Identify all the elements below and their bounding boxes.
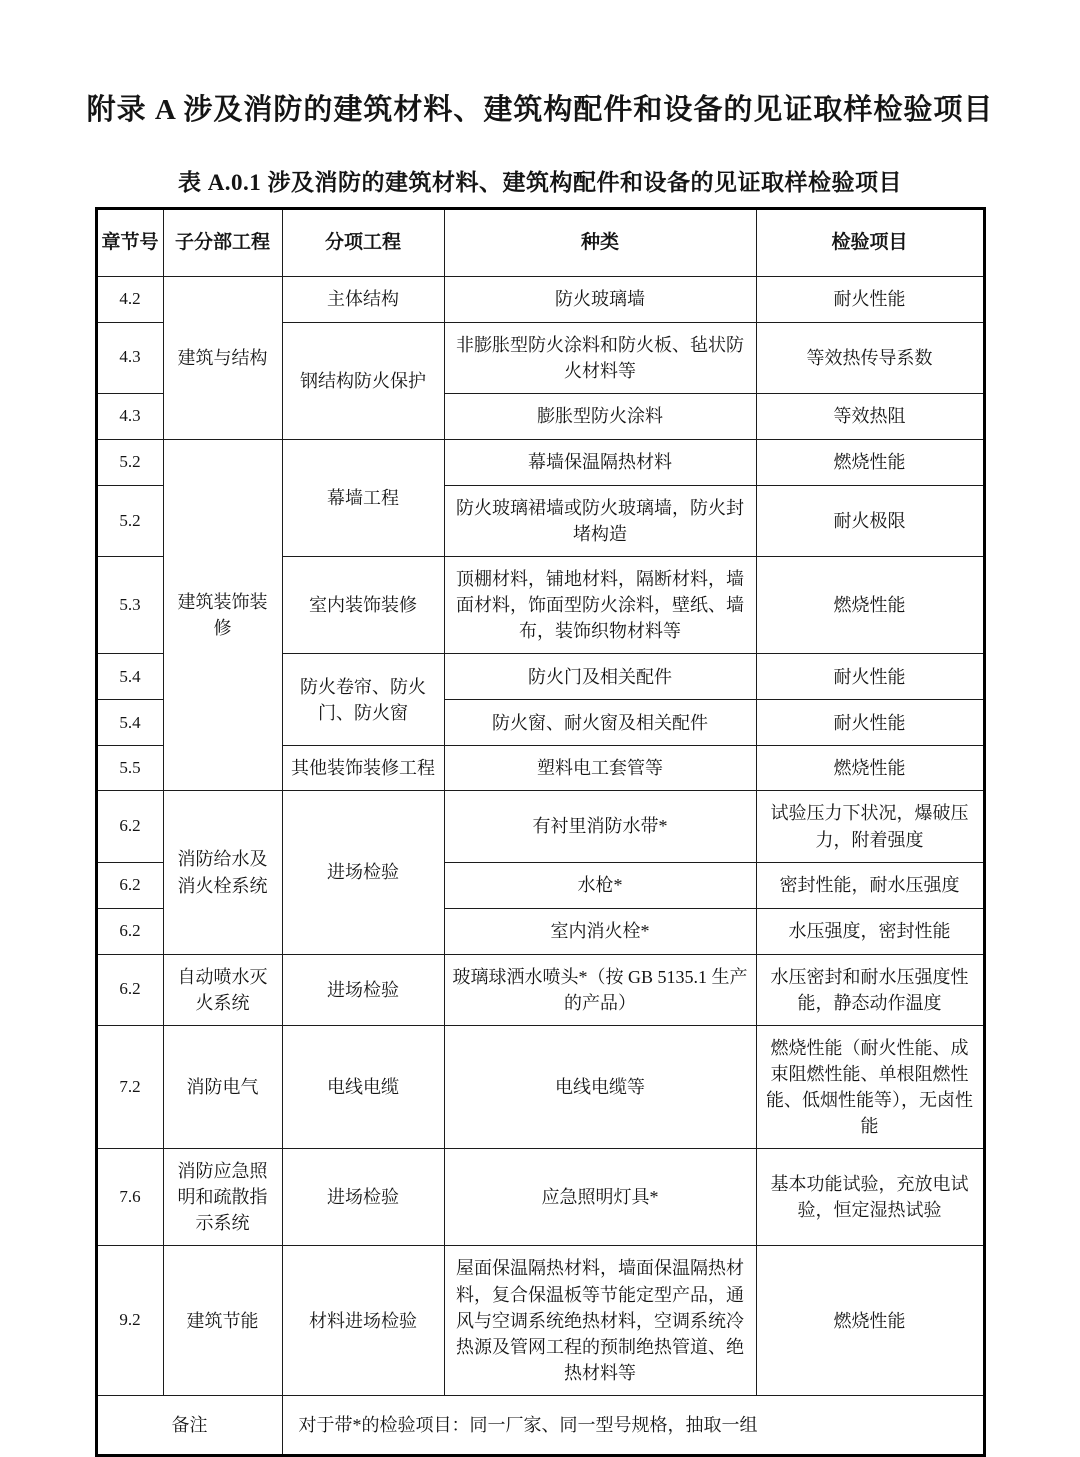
- inspection-cell: 燃烧性能: [756, 1246, 984, 1395]
- subdivision-cell: 消防给水及消火栓系统: [163, 791, 282, 954]
- header-subdivision: 子分部工程: [163, 208, 282, 276]
- category-cell: 顶棚材料，铺地材料，隔断材料，墙面材料，饰面型防火涂料，壁纸、墙布，装饰织物材料等: [444, 557, 756, 654]
- inspection-cell: 水压强度，密封性能: [756, 908, 984, 954]
- inspection-cell: 燃烧性能（耐火性能、成束阻燃性能、单根阻燃性能、低烟性能等），无卤性能: [756, 1025, 984, 1148]
- chapter-cell: 4.3: [96, 322, 163, 393]
- chapter-cell: 7.2: [96, 1025, 163, 1148]
- subproject-cell: 主体结构: [282, 276, 444, 322]
- subproject-cell: 材料进场检验: [282, 1246, 444, 1395]
- table-row: [96, 1246, 984, 1395]
- category-cell: 防火窗、耐火窗及相关配件: [444, 700, 756, 746]
- inspection-cell: 试验压力下状况，爆破压力，附着强度: [756, 791, 984, 862]
- chapter-cell: 4.3: [96, 393, 163, 439]
- category-cell: 非膨胀型防火涂料和防火板、毡状防火材料等: [444, 322, 756, 393]
- subproject-cell: 进场检验: [282, 791, 444, 954]
- category-cell: 应急照明灯具*: [444, 1149, 756, 1246]
- category-cell: 水枪*: [444, 862, 756, 908]
- inspection-items-table: [95, 207, 986, 1457]
- chapter-cell: 6.2: [96, 908, 163, 954]
- category-cell: 幕墙保温隔热材料: [444, 439, 756, 485]
- subproject-cell: 防火卷帘、防火门、防火窗: [282, 654, 444, 746]
- chapter-cell: 6.2: [96, 954, 163, 1025]
- table-caption: 表 A.0.1 涉及消防的建筑材料、建筑构配件和设备的见证取样检验项目: [177, 169, 903, 195]
- table-row: [96, 791, 984, 862]
- category-cell: 室内消火栓*: [444, 908, 756, 954]
- subproject-cell: 电线电缆: [282, 1025, 444, 1148]
- category-cell: 防火玻璃裙墙或防火玻璃墙，防火封堵构造: [444, 485, 756, 556]
- chapter-cell: 4.2: [96, 276, 163, 322]
- inspection-cell: 燃烧性能: [756, 557, 984, 654]
- inspection-cell: 耐火极限: [756, 485, 984, 556]
- note-text-cell: 对于带*的检验项目：同一厂家、同一型号规格，抽取一组: [282, 1395, 984, 1455]
- inspection-cell: 耐火性能: [756, 700, 984, 746]
- category-cell: 防火门及相关配件: [444, 654, 756, 700]
- header-chapter: 章节号: [96, 208, 163, 276]
- inspection-cell: 燃烧性能: [756, 439, 984, 485]
- chapter-cell: 5.4: [96, 654, 163, 700]
- category-cell: 有衬里消防水带*: [444, 791, 756, 862]
- inspection-cell: 等效热传导系数: [756, 322, 984, 393]
- chapter-cell: 9.2: [96, 1246, 163, 1395]
- inspection-cell: 等效热阻: [756, 393, 984, 439]
- table-row: [96, 1025, 984, 1148]
- inspection-cell: 水压密封和耐水压强度性能，静态动作温度: [756, 954, 984, 1025]
- inspection-cell: 燃烧性能: [756, 746, 984, 791]
- inspection-cell: 基本功能试验，充放电试验，恒定湿热试验: [756, 1149, 984, 1246]
- subproject-cell: 进场检验: [282, 954, 444, 1025]
- chapter-cell: 6.2: [96, 862, 163, 908]
- category-cell: 防火玻璃墙: [444, 276, 756, 322]
- table-note-row: [96, 1395, 984, 1455]
- subproject-cell: 室内装饰装修: [282, 557, 444, 654]
- subproject-cell: 进场检验: [282, 1149, 444, 1246]
- page-title: 附录 A 涉及消防的建筑材料、建筑构配件和设备的见证取样检验项目: [86, 94, 994, 126]
- subdivision-cell: 建筑装饰装修: [163, 439, 282, 791]
- subproject-cell: 其他装饰装修工程: [282, 746, 444, 791]
- category-cell: 电线电缆等: [444, 1025, 756, 1148]
- inspection-cell: 耐火性能: [756, 276, 984, 322]
- table-row: [96, 1149, 984, 1246]
- table-row: [96, 954, 984, 1025]
- category-cell: 玻璃球洒水喷头*（按 GB 5135.1 生产的产品）: [444, 954, 756, 1025]
- chapter-cell: 5.5: [96, 746, 163, 791]
- header-subproject: 分项工程: [282, 208, 444, 276]
- subdivision-cell: 自动喷水灭火系统: [163, 954, 282, 1025]
- chapter-cell: 7.6: [96, 1149, 163, 1246]
- chapter-cell: 5.4: [96, 700, 163, 746]
- table-header-row: [96, 208, 984, 276]
- table-row: [96, 439, 984, 485]
- chapter-cell: 5.2: [96, 439, 163, 485]
- subproject-cell: 幕墙工程: [282, 439, 444, 556]
- chapter-cell: 5.2: [96, 485, 163, 556]
- note-label-cell: 备注: [96, 1395, 282, 1455]
- category-cell: 塑料电工套管等: [444, 746, 756, 791]
- inspection-cell: 密封性能，耐水压强度: [756, 862, 984, 908]
- category-cell: 屋面保温隔热材料，墙面保温隔热材料，复合保温板等节能定型产品，通风与空调系统绝热材料，空调系统冷热源及管网工程的预制绝热管道、绝热材料等: [444, 1246, 756, 1395]
- subdivision-cell: 建筑与结构: [163, 276, 282, 439]
- subdivision-cell: 消防电气: [163, 1025, 282, 1148]
- header-category: 种类: [444, 208, 756, 276]
- chapter-cell: 5.3: [96, 557, 163, 654]
- category-cell: 膨胀型防火涂料: [444, 393, 756, 439]
- header-inspection: 检验项目: [756, 208, 984, 276]
- chapter-cell: 6.2: [96, 791, 163, 862]
- subdivision-cell: 建筑节能: [163, 1246, 282, 1395]
- table-row: [96, 276, 984, 322]
- subproject-cell: 钢结构防火保护: [282, 322, 444, 439]
- inspection-cell: 耐火性能: [756, 654, 984, 700]
- subdivision-cell: 消防应急照明和疏散指示系统: [163, 1149, 282, 1246]
